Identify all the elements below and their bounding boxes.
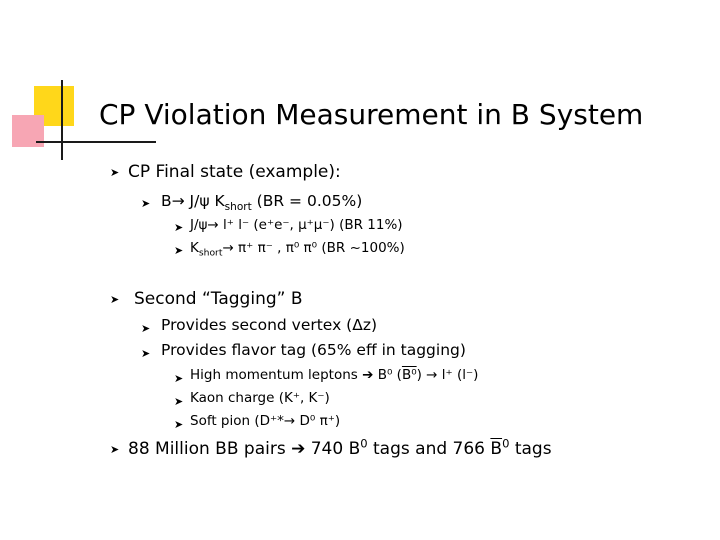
slide-title: CP Violation Measurement in B System (99, 98, 644, 131)
arrowhead-bullet-icon: ➤ (174, 372, 184, 385)
decor-horizontal-line (36, 141, 156, 143)
arrowhead-bullet-icon: ➤ (174, 395, 184, 408)
bullet-second-tagging-b: Second “Tagging” B (134, 289, 303, 309)
arrowhead-bullet-icon: ➤ (141, 347, 151, 360)
decor-vertical-line (61, 80, 63, 160)
arrowhead-bullet-icon: ➤ (141, 322, 151, 335)
arrowhead-bullet-icon: ➤ (141, 197, 151, 210)
bullet-flavor-tag: Provides flavor tag (65% eff in tagging) (161, 341, 466, 359)
bullet-cp-final-state: CP Final state (example): (128, 162, 341, 182)
bullet-second-vertex: Provides second vertex (Δz) (161, 316, 378, 334)
arrowhead-bullet-icon: ➤ (174, 418, 184, 431)
bullet-soft-pion: Soft pion (D⁺*→ D⁰ π⁺) (190, 413, 341, 429)
bullet-b-to-jpsi-kshort: B→ J/ψ $K_{short}$ (BR = 0.05%) (161, 192, 363, 214)
bullet-kshort-decay: $K_{short}\to \pi^+$ π⁻ , π⁰ π⁰ (BR ~100%) (190, 240, 405, 259)
arrowhead-bullet-icon: ➤ (174, 244, 184, 257)
bullet-bb-pairs-tags: 88 Million BB pairs ➔ 740 $B^0$ tags and 766 $\overline{B}^0$ tags (128, 436, 552, 459)
arrowhead-bullet-icon: ➤ (174, 221, 184, 234)
bullet-jpsi-decay: J/ψ→ l⁺ l⁻ (e⁺e⁻, μ⁺μ⁻) (BR 11%) (190, 217, 403, 233)
arrowhead-bullet-icon: ➤ (110, 443, 120, 456)
arrowhead-bullet-icon: ➤ (110, 293, 120, 306)
arrowhead-bullet-icon: ➤ (110, 166, 120, 179)
bullet-kaon-charge: Kaon charge (K⁺, K⁻) (190, 390, 330, 406)
bullet-high-momentum-leptons: High momentum leptons ➔ B⁰ (B⁰) → l⁺ (l⁻) (190, 367, 479, 383)
